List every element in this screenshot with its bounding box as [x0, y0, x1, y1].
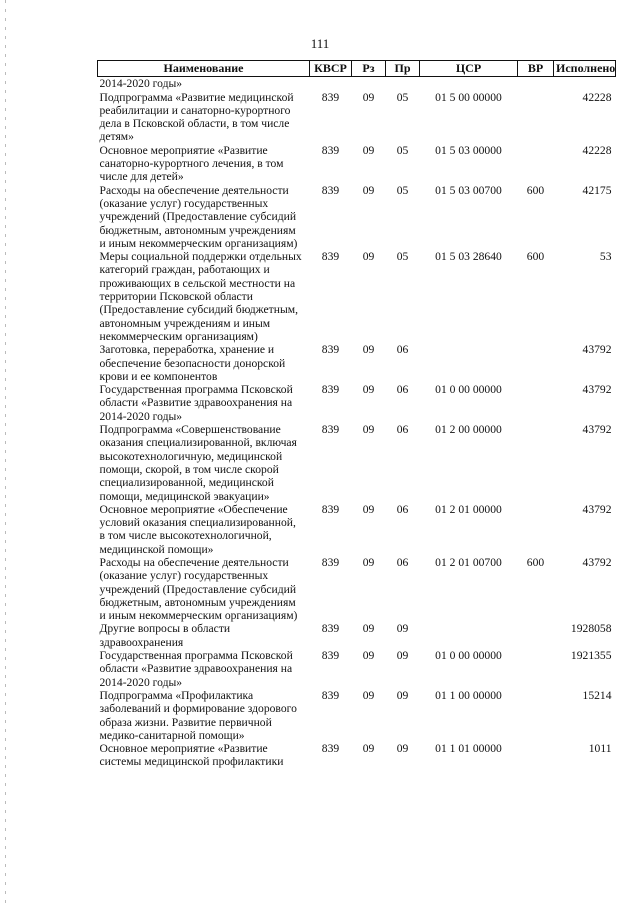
cell-rz: 09 — [362, 183, 375, 197]
cell-name: Основное мероприятие «Развитие санаторно-курортного лечения, в том числе для детей» — [99, 143, 284, 184]
cell-rz: 09 — [362, 688, 375, 702]
cell-rz: 09 — [362, 742, 375, 756]
cell-name: Государственная программа Псковской области «Развитие здравоохранения на 2014-2020 годы» — [99, 649, 293, 689]
cell-pr: 05 — [396, 143, 409, 157]
cell-rz: 09 — [362, 250, 375, 264]
budget-table — [97, 60, 616, 769]
table-row — [98, 622, 616, 649]
cell-vr — [518, 77, 554, 91]
cell-csr: 01 5 03 00700 — [435, 183, 502, 197]
cell-name: Основное мероприятие «Обеспечение условий оказания специализированной, в том числе высокотехнологичной, медицинской помощи» — [99, 502, 296, 556]
cell-vr — [518, 622, 554, 649]
table-header-row — [98, 61, 616, 77]
cell-kvsr: 839 — [321, 250, 340, 264]
cell-csr: 01 5 00 00000 — [435, 90, 502, 104]
table-row — [98, 556, 616, 622]
table-row — [98, 689, 616, 742]
cell-kvsr: 839 — [321, 742, 340, 756]
cell-vr — [518, 649, 554, 689]
cell-name: Другие вопросы в области здравоохранения — [99, 622, 231, 649]
cell-vr — [518, 91, 554, 144]
table-row — [98, 144, 616, 184]
page-number: 111 — [310, 36, 330, 51]
cell-pr: 06 — [396, 502, 409, 516]
cell-pr: 06 — [396, 343, 409, 357]
cell-done: 43792 — [582, 343, 612, 357]
cell-done: 43792 — [582, 502, 612, 516]
cell-done: 15214 — [582, 688, 612, 702]
table-row — [98, 742, 616, 769]
table-row — [98, 503, 616, 556]
cell-name: Государственная программа Псковской области «Развитие здравоохранения на 2014-2020 годы» — [99, 383, 293, 423]
cell-kvsr: 839 — [321, 343, 340, 357]
cell-done — [554, 77, 616, 91]
cell-rz: 09 — [362, 343, 375, 357]
cell-rz: 09 — [362, 143, 375, 157]
header-done: Исполнено — [554, 61, 616, 77]
cell-csr: 01 5 03 28640 — [435, 250, 502, 264]
cell-name: Меры социальной поддержки отдельных категорий граждан, работающих и проживающих в сельской местности на территории Псковской области (Предоставление субсидий бюджетным, автономным учреждениям и иным некоммерческим организациям) — [99, 250, 302, 343]
cell-vr — [518, 503, 554, 556]
cell-rz: 09 — [362, 649, 375, 663]
cell-csr: 01 5 03 00000 — [435, 143, 502, 157]
cell-rz: 09 — [362, 555, 375, 569]
cell-csr — [420, 343, 518, 383]
cell-vr: 600 — [526, 250, 545, 264]
cell-name: Расходы на обеспечение деятельности (оказание услуг) государственных учреждений (Предоставление субсидий бюджетным, автономным учреждениям и иным некоммерческим организациям) — [99, 183, 298, 250]
cell-vr — [518, 343, 554, 383]
cell-pr: 09 — [396, 622, 409, 636]
cell-name: Подпрограмма «Совершенствование оказания специализированной, включая высокотехнологичную, медицинской помощи, скорой, в том числе скорой специализированной, медицинской помощи, медицинской эвакуации» — [99, 423, 297, 503]
cell-name: Подпрограмма «Развитие медицинской реабилитации и санаторно-курортного дела в Псковской области, в том числе детям» — [99, 90, 294, 144]
cell-rz: 09 — [362, 502, 375, 516]
cell-name: Подпрограмма «Профилактика заболеваний и формирование здорового образа жизни. Развитие первичной медико-санитарной помощи» — [99, 688, 297, 742]
cell-kvsr: 839 — [321, 649, 340, 663]
header-kvsr: КВСР — [310, 61, 352, 77]
cell-pr: 09 — [396, 742, 409, 756]
table-body — [98, 77, 616, 769]
header-name: Наименование — [98, 61, 310, 77]
cell-csr: 01 2 01 00700 — [435, 555, 502, 569]
cell-pr: 05 — [396, 90, 409, 104]
cell-vr — [518, 423, 554, 503]
table-row — [98, 423, 616, 503]
cell-name: 2014-2020 годы» — [99, 77, 183, 91]
cell-vr: 600 — [526, 555, 545, 569]
cell-vr — [518, 383, 554, 423]
cell-csr — [420, 77, 518, 91]
cell-kvsr: 839 — [321, 183, 340, 197]
cell-csr: 01 1 00 00000 — [435, 688, 502, 702]
cell-vr — [518, 742, 554, 769]
header-vr: ВР — [518, 61, 554, 77]
cell-csr: 01 2 01 00000 — [435, 502, 502, 516]
cell-kvsr: 839 — [321, 555, 340, 569]
header-pr: Пр — [386, 61, 420, 77]
header-rz: Рз — [352, 61, 386, 77]
cell-kvsr: 839 — [321, 90, 340, 104]
table-row — [98, 343, 616, 383]
cell-csr: 01 1 01 00000 — [435, 742, 502, 756]
cell-done: 42228 — [582, 143, 612, 157]
cell-pr: 06 — [396, 555, 409, 569]
cell-kvsr: 839 — [321, 688, 340, 702]
cell-done: 43792 — [582, 383, 612, 397]
cell-name: Заготовка, переработка, хранение и обеспечение безопасности донорской крови и ее компонентов — [99, 343, 286, 383]
cell-csr — [420, 622, 518, 649]
cell-done: 43792 — [582, 423, 612, 437]
table-row — [98, 649, 616, 689]
cell-kvsr: 839 — [321, 383, 340, 397]
cell-pr: 05 — [396, 250, 409, 264]
table-row — [98, 77, 616, 91]
cell-rz: 09 — [362, 383, 375, 397]
cell-done: 1928058 — [570, 622, 612, 636]
cell-kvsr: 839 — [321, 622, 340, 636]
cell-pr — [386, 77, 420, 91]
cell-done: 42175 — [582, 183, 612, 197]
cell-name: Расходы на обеспечение деятельности (оказание услуг) государственных учреждений (Предоставление субсидий бюджетным, автономным учреждениям и иным некоммерческим организациям) — [99, 555, 298, 623]
cell-pr: 09 — [396, 649, 409, 663]
cell-done: 1921355 — [570, 649, 612, 663]
cell-pr: 06 — [396, 423, 409, 437]
cell-pr: 05 — [396, 183, 409, 197]
cell-kvsr: 839 — [321, 502, 340, 516]
cell-done: 1011 — [588, 742, 612, 756]
table-row — [98, 184, 616, 250]
cell-csr: 01 2 00 00000 — [435, 423, 502, 437]
cell-vr — [518, 144, 554, 184]
scan-margin-line — [5, 0, 6, 905]
cell-done: 53 — [599, 250, 612, 264]
cell-name: Основное мероприятие «Развитие системы медицинской профилактики — [99, 742, 284, 769]
cell-rz — [352, 77, 386, 91]
cell-csr: 01 0 00 00000 — [435, 383, 502, 397]
cell-kvsr: 839 — [321, 143, 340, 157]
table-row — [98, 91, 616, 144]
cell-vr: 600 — [526, 183, 545, 197]
table-row — [98, 383, 616, 423]
cell-rz: 09 — [362, 622, 375, 636]
cell-rz: 09 — [362, 423, 375, 437]
cell-rz: 09 — [362, 90, 375, 104]
cell-kvsr — [310, 77, 352, 91]
header-csr: ЦСР — [420, 61, 518, 77]
cell-done: 43792 — [582, 555, 612, 569]
table-row — [98, 250, 616, 343]
cell-csr: 01 0 00 00000 — [435, 649, 502, 663]
cell-kvsr: 839 — [321, 423, 340, 437]
cell-pr: 09 — [396, 688, 409, 702]
cell-vr — [518, 689, 554, 742]
cell-pr: 06 — [396, 383, 409, 397]
cell-done: 42228 — [582, 90, 612, 104]
